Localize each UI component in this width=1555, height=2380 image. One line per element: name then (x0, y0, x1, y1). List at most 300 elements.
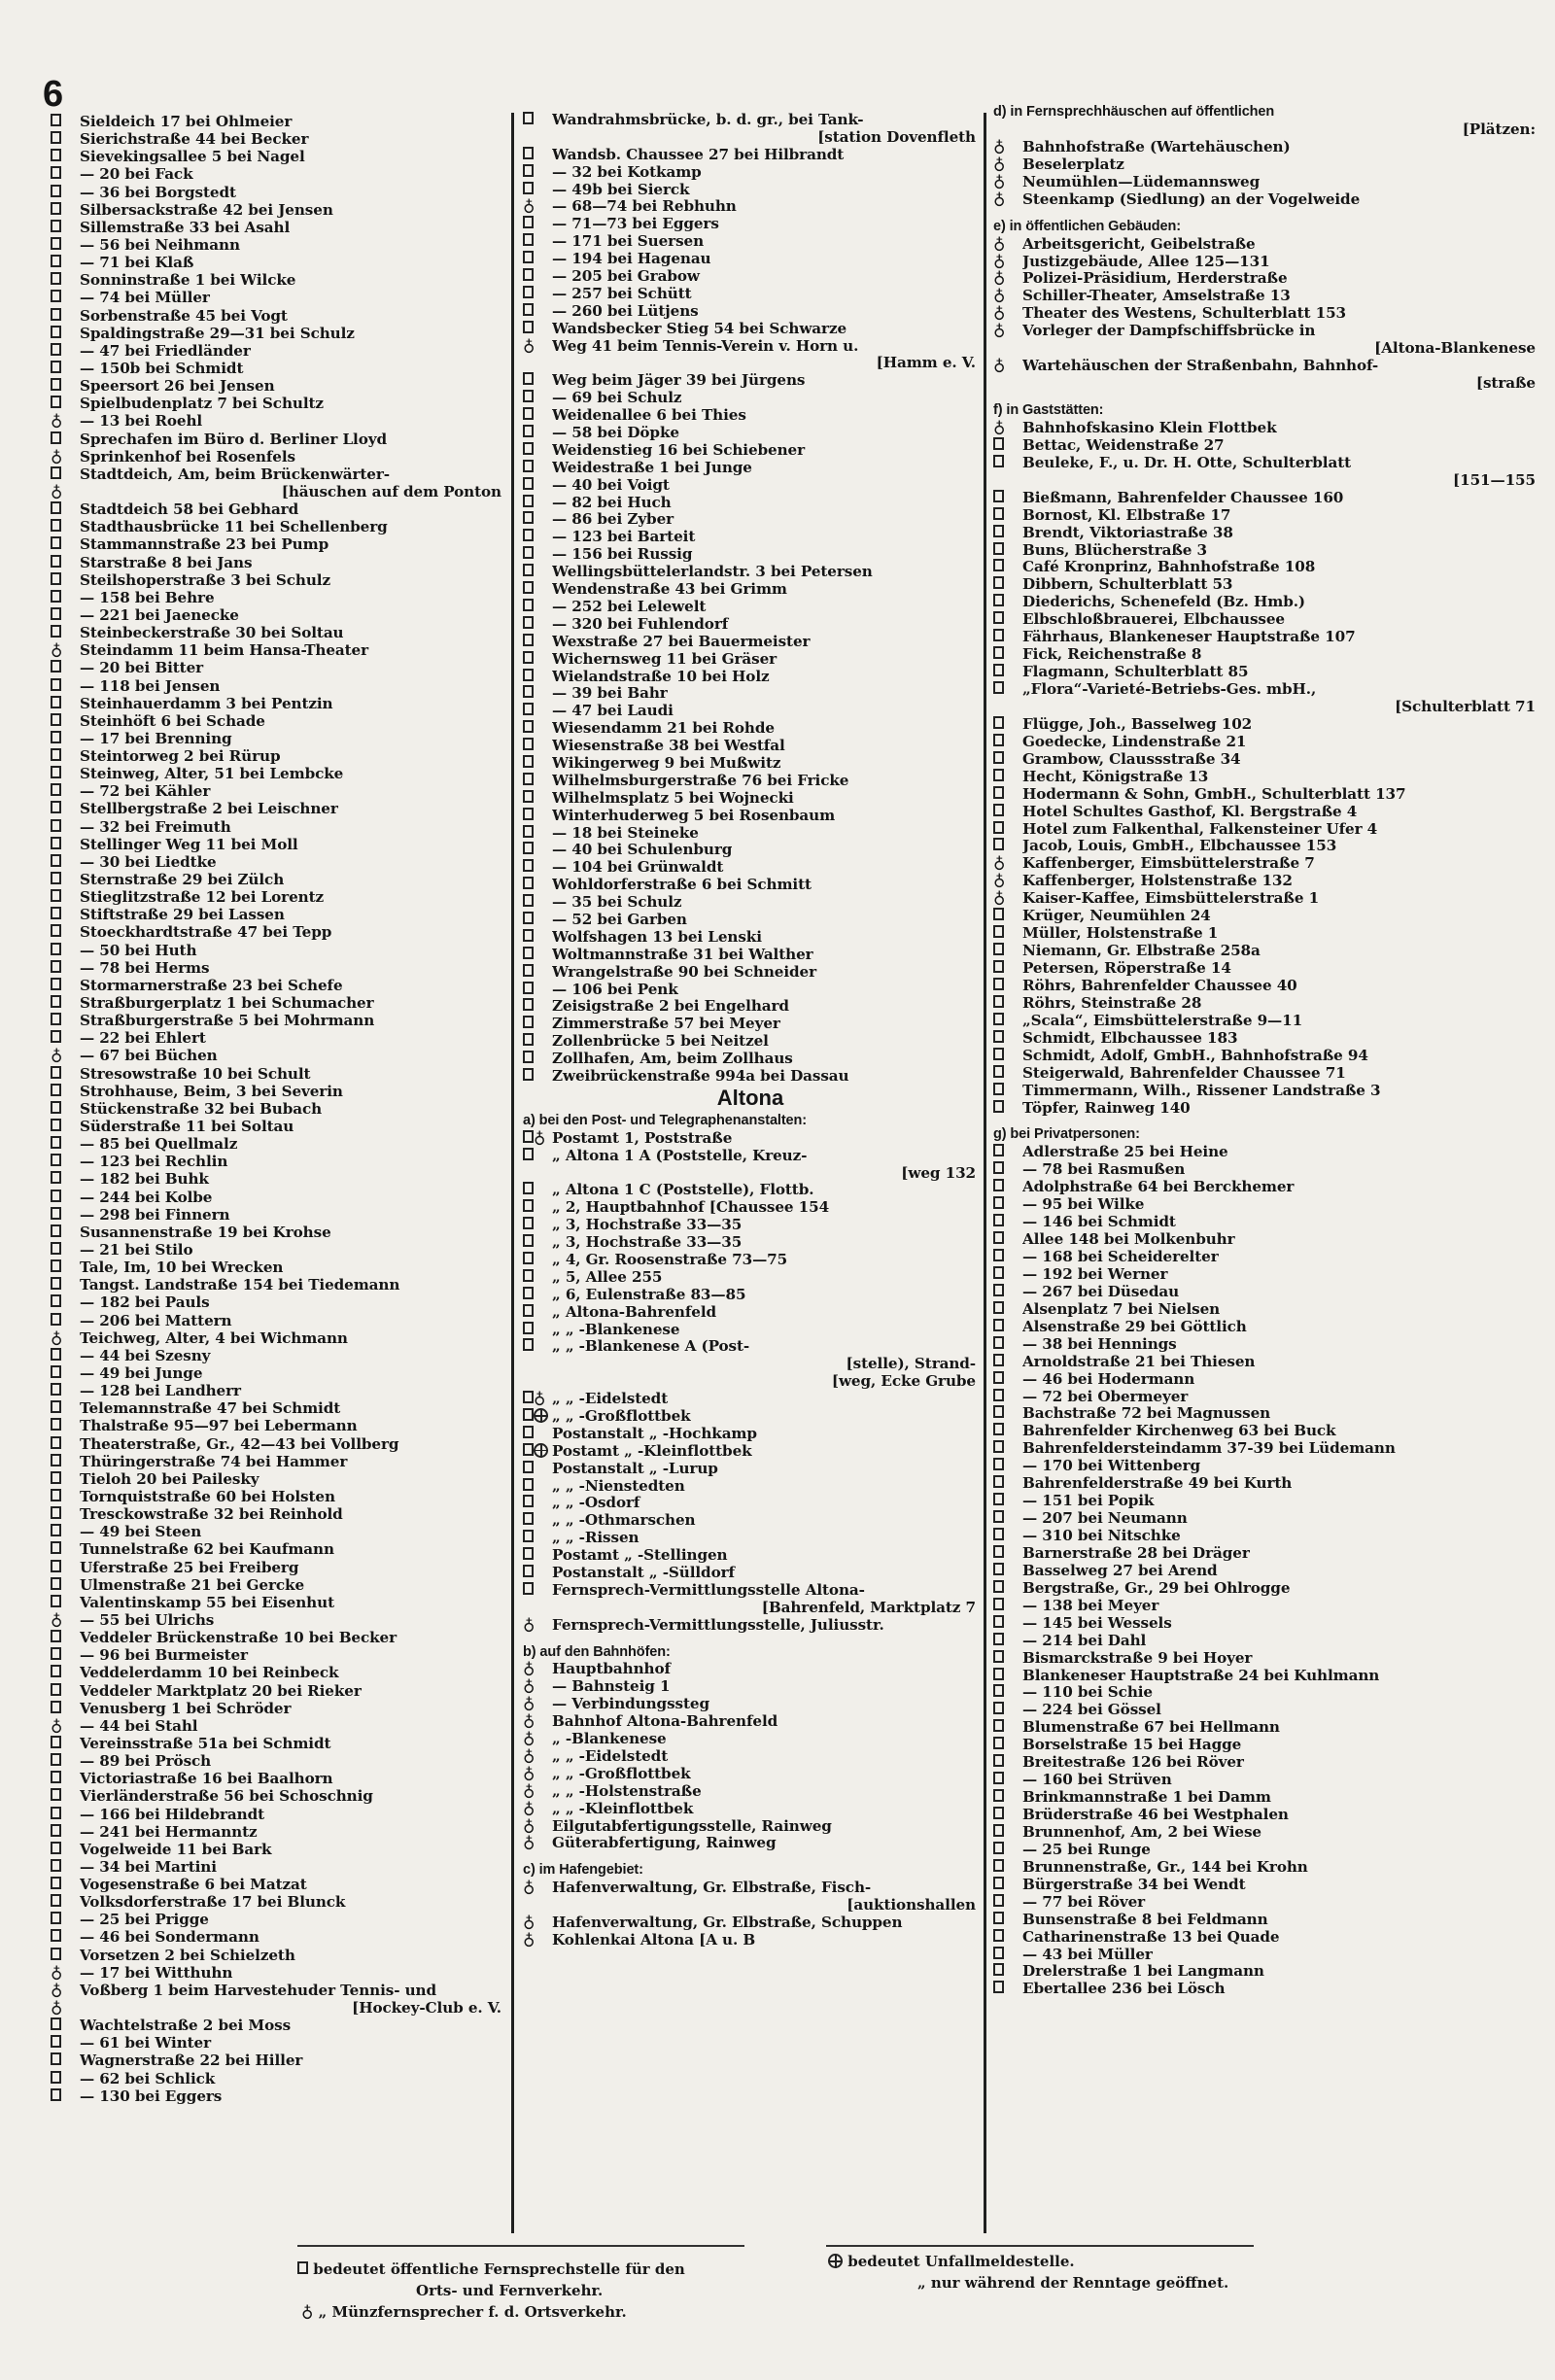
list-item (523, 1321, 978, 1338)
coin-phone-icon: ♁ (534, 1127, 546, 1148)
list-item (993, 138, 1538, 155)
list-item-text: [auktionshallen (847, 1896, 976, 1914)
list-item-continuation (993, 339, 1538, 357)
indicator (523, 1032, 548, 1050)
list-item (993, 645, 1538, 663)
list-item-text: Bürgerstraße 34 bei Wendt (1022, 1875, 1246, 1893)
indicator (51, 800, 76, 817)
list-item (523, 1050, 978, 1067)
list-item (51, 1189, 503, 1206)
list-item-text: Wichernsweg 11 bei Gräser (552, 649, 778, 668)
list-item-text: Kaffenberger, Eimsbüttelerstraße 7 (1022, 854, 1315, 873)
phone-booth-icon (51, 1030, 61, 1043)
section-heading (523, 1112, 978, 1129)
phone-booth-icon (51, 1912, 61, 1924)
list-item-text: „ „ -Osdorf (552, 1494, 640, 1512)
list-item (523, 719, 978, 737)
coin-phone-icon: ♁ (993, 154, 1006, 174)
indicator (993, 471, 1019, 489)
coin-phone-icon: ♁ (993, 417, 1006, 437)
coin-phone-icon: ♁ (523, 1929, 536, 1949)
list-item-text: Tieloh 20 bei Pailesky (80, 1469, 259, 1488)
indicator (523, 250, 548, 267)
phone-booth-icon (523, 1495, 534, 1507)
phone-booth-icon (51, 678, 61, 691)
list-item-text: Hauptbahnhof (552, 1660, 671, 1678)
indicator (993, 1082, 1019, 1099)
list-item (51, 236, 503, 254)
phone-booth-icon (51, 1736, 61, 1748)
list-item (523, 824, 978, 842)
list-item (523, 1337, 978, 1355)
phone-booth-icon (523, 738, 534, 750)
list-item-text: Arbeitsgericht, Geibelstraße (1022, 234, 1256, 253)
list-item (51, 1012, 503, 1029)
indicator (523, 1834, 548, 1851)
indicator (51, 1189, 76, 1206)
list-item-text: Hafenverwaltung, Gr. Elbstraße, Fisch- (552, 1879, 872, 1897)
list-item (51, 271, 503, 289)
list-item-text: — 47 bei Friedländer (80, 341, 251, 360)
list-item-text: Veddeler Brückenstraße 10 bei Becker (80, 1629, 397, 1647)
list-item-text: Postamt „ -Stellingen (552, 1546, 728, 1565)
indicator (523, 981, 548, 998)
indicator (51, 1224, 76, 1241)
coin-phone-icon: ♁ (301, 2302, 314, 2322)
list-item-text: Valentinskamp 55 bei Eisenhut (80, 1593, 334, 1611)
section-heading (523, 1643, 978, 1661)
phone-booth-icon (51, 1171, 61, 1184)
list-item-text: Stormarnerstraße 23 bei Schefe (80, 976, 343, 994)
legend-box-text: bedeutet öffentliche Fernsprechstelle für den (313, 2260, 685, 2278)
list-item-text: — 86 bei Zyber (552, 510, 674, 529)
list-item (993, 959, 1538, 977)
list-item-text: Borselstraße 15 bei Hagge (1022, 1736, 1242, 1754)
list-item-text: Tresckowstraße 32 bei Reinhold (80, 1505, 343, 1524)
indicator (51, 1118, 76, 1135)
list-item (523, 1660, 978, 1677)
list-item-text: — 49 bei Junge (80, 1363, 203, 1382)
indicator (993, 1632, 1019, 1649)
list-item (523, 946, 978, 963)
list-item-text: Postanstalt „ -Sülldorf (552, 1564, 735, 1582)
list-item-text: — 30 bei Liedtke (80, 852, 217, 871)
list-item-text: Steinhöft 6 bei Schade (80, 711, 265, 730)
indicator (51, 2070, 76, 2087)
list-item-text: — 118 bei Jensen (80, 676, 221, 695)
coin-phone-icon: ♁ (51, 1046, 63, 1066)
indicator (993, 889, 1019, 907)
indicator (51, 2034, 76, 2052)
coin-phone-icon: ♁ (993, 286, 1006, 306)
list-item-text: — 46 bei Sondermann (80, 1928, 259, 1947)
section-gap (993, 1116, 1538, 1125)
phone-booth-icon (993, 1545, 1004, 1558)
list-item (993, 1667, 1538, 1684)
list-item-text: Süderstraße 11 bei Soltau (80, 1118, 294, 1136)
indicator (993, 1388, 1019, 1405)
list-item-text: — 145 bei Wessels (1022, 1613, 1172, 1632)
coin-phone-icon: ♁ (993, 136, 1006, 156)
phone-booth-icon (51, 1400, 61, 1413)
phone-booth-icon (523, 1426, 534, 1438)
phone-booth-icon (51, 361, 61, 373)
list-item (51, 165, 503, 183)
list-item-text: Blumenstraße 67 bei Hellmann (1022, 1718, 1280, 1737)
list-item (51, 923, 503, 941)
list-item (51, 535, 503, 553)
legend-cross-line2 (917, 2274, 1228, 2293)
phone-booth-icon (993, 1563, 1004, 1575)
list-item (51, 1435, 503, 1453)
indicator (51, 1083, 76, 1100)
list-item (51, 818, 503, 836)
indicator (993, 339, 1019, 357)
phone-booth-icon (51, 1541, 61, 1554)
column-left (51, 113, 503, 2105)
indicator (51, 571, 76, 589)
phone-booth-icon (523, 1033, 534, 1046)
list-item-text: Fick, Reichenstraße 8 (1022, 645, 1202, 664)
list-item-text: Silbersackstraße 42 bei Jensen (80, 200, 333, 219)
indicator (993, 977, 1019, 994)
phone-booth-icon (993, 751, 1004, 764)
indicator (993, 1422, 1019, 1439)
list-item (51, 1629, 503, 1646)
list-item (51, 1224, 503, 1241)
list-item-text: Vereinsstraße 51a bei Schmidt (80, 1734, 331, 1752)
list-item-text: Sieldeich 17 bei Ohlmeier (80, 113, 293, 130)
indicator (993, 558, 1019, 575)
indicator (523, 1660, 548, 1677)
list-item-text: — 194 bei Hagenau (552, 250, 711, 268)
phone-booth-icon (993, 925, 1004, 938)
list-item-text: Wiesendamm 21 bei Rohde (552, 719, 775, 738)
indicator (51, 236, 76, 254)
list-item-text: — 110 bei Schie (1022, 1683, 1153, 1702)
phone-booth-icon (523, 147, 534, 159)
phone-booth-icon (51, 872, 61, 884)
list-item-text: „ 3, Hochstraße 33—35 (552, 1233, 743, 1252)
indicator (51, 1453, 76, 1470)
list-item (51, 1065, 503, 1083)
indicator (993, 419, 1019, 436)
list-item (993, 1082, 1538, 1099)
list-item (523, 528, 978, 545)
column-rule-left (511, 113, 514, 2233)
list-item (993, 1457, 1538, 1474)
list-item-text: Postanstalt „ -Hochkamp (552, 1424, 757, 1442)
list-item (523, 320, 978, 337)
list-item-text: Stellinger Weg 11 bei Moll (80, 835, 298, 853)
list-item (993, 436, 1538, 454)
list-item-text: — 71—73 bei Eggers (552, 215, 719, 233)
list-item (51, 1259, 503, 1276)
indicator (993, 942, 1019, 959)
list-item (523, 598, 978, 615)
list-item (993, 837, 1538, 854)
list-item (523, 668, 978, 685)
phone-booth-icon (51, 308, 61, 321)
list-item-text: Röhrs, Bahrenfelder Chaussee 40 (1022, 976, 1297, 994)
list-item (993, 1388, 1538, 1405)
indicator (51, 836, 76, 853)
phone-booth-icon (523, 703, 534, 715)
list-item-text: Bachstraße 72 bei Magnussen (1022, 1404, 1271, 1423)
list-item-text: Fernsprech-Vermittlungsstelle, Juliusstr. (552, 1615, 884, 1634)
list-item-text: Wolfshagen 13 bei Lenski (552, 927, 762, 946)
list-item-text: — 13 bei Roehl (80, 412, 203, 431)
indicator (51, 431, 76, 448)
list-item-text: — 244 bei Kolbe (80, 1188, 213, 1206)
phone-booth-icon (51, 1683, 61, 1696)
list-item-text: Stadthausbrücke 11 bei Schellenberg (80, 518, 388, 536)
legend-coin-text: „ Münzfernsprecher f. d. Ortsverkehr. (318, 2303, 627, 2321)
indicator (993, 1841, 1019, 1858)
list-item-text: „ „ -Othmarschen (552, 1511, 696, 1530)
list-item (523, 1914, 978, 1931)
list-item (993, 1946, 1538, 1963)
list-item (51, 571, 503, 589)
phone-booth-icon (993, 490, 1004, 502)
indicator (523, 580, 548, 598)
phone-booth-icon (993, 1100, 1004, 1113)
indicator (993, 575, 1019, 593)
coin-phone-icon: ♁ (523, 1833, 536, 1853)
list-item-text: — 43 bei Müller (1022, 1945, 1153, 1963)
list-item-text: [Hamm e. V. (876, 354, 976, 372)
coin-phone-icon: ♁ (51, 1328, 63, 1348)
coin-phone-icon: ♁ (993, 356, 1006, 376)
indicator (51, 1382, 76, 1399)
list-item (523, 807, 978, 824)
list-item-text: — 158 bei Behre (80, 588, 215, 606)
list-item-text: — 168 bei Scheiderelter (1022, 1248, 1219, 1265)
list-item (523, 371, 978, 389)
phone-booth-icon (993, 1048, 1004, 1060)
indicator (51, 1470, 76, 1488)
list-item (51, 1153, 503, 1170)
list-item-text: Sorbenstraße 45 bei Vogt (80, 306, 288, 325)
list-item-text: — 310 bei Nitschke (1022, 1527, 1181, 1544)
list-item (51, 1823, 503, 1841)
list-item (993, 1012, 1538, 1029)
list-item-text: Straßburgerstraße 5 bei Mohrmann (80, 1012, 375, 1030)
list-item (993, 506, 1538, 524)
list-item (993, 854, 1538, 872)
list-item-text: — 72 bei Obermeyer (1022, 1387, 1189, 1405)
phone-booth-icon (51, 1771, 61, 1783)
list-item-text: Steenkamp (Siedlung) an der Vogelweide (1022, 190, 1361, 208)
list-item-text: — 71 bei Klaß (80, 254, 194, 272)
list-item-text: Buns, Blücherstraße 3 (1022, 540, 1208, 559)
list-item-text: — 55 bei Ulrichs (80, 1610, 215, 1629)
list-item-text: Röhrs, Steinstraße 28 (1022, 993, 1202, 1012)
indicator (51, 1047, 76, 1064)
list-item-text: Justizgebäude, Allee 125—131 (1022, 252, 1270, 270)
list-item-text: — 58 bei Döpke (552, 424, 679, 442)
phone-booth-icon (51, 166, 61, 179)
list-item (51, 1700, 503, 1717)
list-item (51, 342, 503, 360)
indicator (993, 374, 1019, 392)
list-item-text: — 50 bei Huth (80, 941, 197, 959)
list-item (523, 684, 978, 702)
list-item (993, 1422, 1538, 1439)
list-item (993, 1841, 1538, 1858)
list-item (51, 730, 503, 747)
indicator (51, 360, 76, 377)
list-item (51, 2017, 503, 2034)
list-item-text: „ „ -Holstenstraße (552, 1781, 702, 1800)
list-item (523, 754, 978, 772)
indicator (523, 494, 548, 511)
phone-booth-icon (523, 425, 534, 437)
indicator (993, 1353, 1019, 1370)
list-item (51, 871, 503, 888)
list-item-text: Thüringerstraße 74 bei Hammer (80, 1452, 348, 1470)
indicator (993, 1404, 1019, 1422)
list-item-text: — 123 bei Rechlin (80, 1153, 228, 1171)
phone-booth-icon (523, 947, 534, 959)
list-item-text: Flagmann, Schulterblatt 85 (1022, 663, 1249, 681)
phone-booth-icon (51, 519, 61, 532)
list-item (523, 545, 978, 563)
phone-booth-icon (51, 943, 61, 955)
list-item-text: Kohlenkai Altona [A u. B (552, 1930, 756, 1949)
indicator (523, 789, 548, 807)
list-item-text: — 257 bei Schütt (552, 284, 692, 302)
list-item-text: — 207 bei Neumann (1022, 1509, 1188, 1528)
phone-booth-icon (523, 442, 534, 455)
phone-booth-icon (993, 1789, 1004, 1802)
phone-booth-icon (993, 559, 1004, 571)
phone-booth-icon (51, 907, 61, 919)
phone-booth-icon (523, 321, 534, 333)
list-item-text: [Bahrenfeld, Marktplatz 7 (761, 1598, 976, 1616)
section-heading-text: b) auf den Bahnhöfen: (523, 1643, 671, 1660)
list-item-text: — 32 bei Freimuth (80, 817, 231, 836)
list-item-text: Stadtdeich 58 bei Gebhard (80, 500, 299, 519)
list-item (523, 928, 978, 946)
list-item (993, 1195, 1538, 1213)
phone-booth-icon (51, 590, 61, 603)
indicator (51, 1100, 76, 1118)
list-item (993, 322, 1538, 339)
list-item (993, 942, 1538, 959)
list-item-text: [Schulterblatt 71 (1395, 697, 1536, 715)
phone-booth-icon (523, 286, 534, 298)
list-item-text: Bahnhof Altona-Bahrenfeld (552, 1712, 778, 1731)
list-item-text: Steinhauerdamm 3 bei Pentzin (80, 694, 333, 712)
list-item-text: [straße (1475, 374, 1536, 393)
indicator (51, 1735, 76, 1752)
indicator (523, 807, 548, 824)
list-item-text: „Flora“-Varieté-Betriebs-Ges. mbH., (1022, 680, 1317, 698)
list-item-text: Spaldingstraße 29—31 bei Schulz (80, 324, 355, 342)
list-item (523, 1233, 978, 1251)
phone-booth-icon (51, 924, 61, 937)
list-item-text: — 49 bei Steen (80, 1523, 202, 1541)
list-item (993, 924, 1538, 942)
indicator (993, 1771, 1019, 1788)
phone-booth-icon (51, 1348, 61, 1361)
list-item-text: Grambow, Claussstraße 34 (1022, 749, 1241, 768)
list-item-text: Weidenallee 6 bei Thies (552, 406, 746, 425)
indicator (523, 1712, 548, 1730)
indicator (993, 1047, 1019, 1064)
indicator (523, 128, 548, 146)
list-item-text: [häuschen auf dem Ponton (281, 482, 501, 500)
list-item-text: — 49b bei Sierck (552, 180, 690, 198)
phone-booth-icon (523, 808, 534, 820)
phone-booth-icon (51, 1859, 61, 1872)
list-item-text: — 44 bei Szesny (80, 1346, 211, 1364)
list-item (993, 1474, 1538, 1492)
list-item (523, 1581, 978, 1599)
list-item (51, 677, 503, 695)
phone-booth-icon (993, 804, 1004, 816)
phone-booth-icon (523, 460, 534, 472)
list-item-text: Eilgutabfertigungsstelle, Rainweg (552, 1816, 832, 1835)
list-item (51, 1806, 503, 1823)
column-rule-right (984, 113, 986, 2233)
section-gap (993, 208, 1538, 218)
indicator (993, 715, 1019, 733)
phone-booth-icon (993, 1475, 1004, 1488)
list-item (51, 1947, 503, 1964)
indicator (993, 1980, 1019, 1997)
legend-box (297, 2260, 685, 2279)
list-item-text: Barnerstraße 28 bei Dräger (1022, 1543, 1250, 1562)
indicator (993, 1736, 1019, 1753)
phone-booth-icon (523, 859, 534, 872)
phone-booth-icon (993, 1912, 1004, 1924)
phone-booth-icon (51, 1524, 61, 1536)
list-item (993, 155, 1538, 173)
indicator (523, 1879, 548, 1896)
list-item (523, 1251, 978, 1268)
phone-booth-icon (523, 599, 534, 611)
list-item-text: — 260 bei Lütjens (552, 301, 699, 320)
list-item (993, 1492, 1538, 1509)
list-item (993, 1099, 1538, 1117)
list-item-text: Basselweg 27 bei Arend (1022, 1561, 1218, 1579)
list-item (51, 201, 503, 219)
indicator (523, 1442, 548, 1460)
list-item (993, 190, 1538, 208)
indicator (51, 1329, 76, 1347)
list-item-text: Tale, Im, 10 bei Wrecken (80, 1259, 284, 1277)
list-item-text: Café Kronprinz, Bahnhofstraße 108 (1022, 558, 1316, 576)
list-item-text: — 52 bei Garben (552, 910, 687, 928)
indicator (523, 858, 548, 876)
list-item-text: Woltmannstraße 31 bei Walther (552, 945, 813, 963)
indicator (51, 747, 76, 765)
phone-booth-icon (523, 1582, 534, 1595)
list-item-text: Bettac, Weidenstraße 27 (1022, 435, 1225, 454)
list-item (993, 750, 1538, 768)
phone-booth-icon (523, 651, 534, 664)
list-item (993, 1353, 1538, 1370)
indicator (993, 610, 1019, 628)
phone-booth-icon (51, 696, 61, 708)
indicator (523, 1564, 548, 1581)
list-item (993, 1980, 1538, 1997)
indicator (51, 1488, 76, 1505)
list-item-text: — 17 bei Brenning (80, 729, 232, 747)
phone-booth-icon (51, 1577, 61, 1590)
